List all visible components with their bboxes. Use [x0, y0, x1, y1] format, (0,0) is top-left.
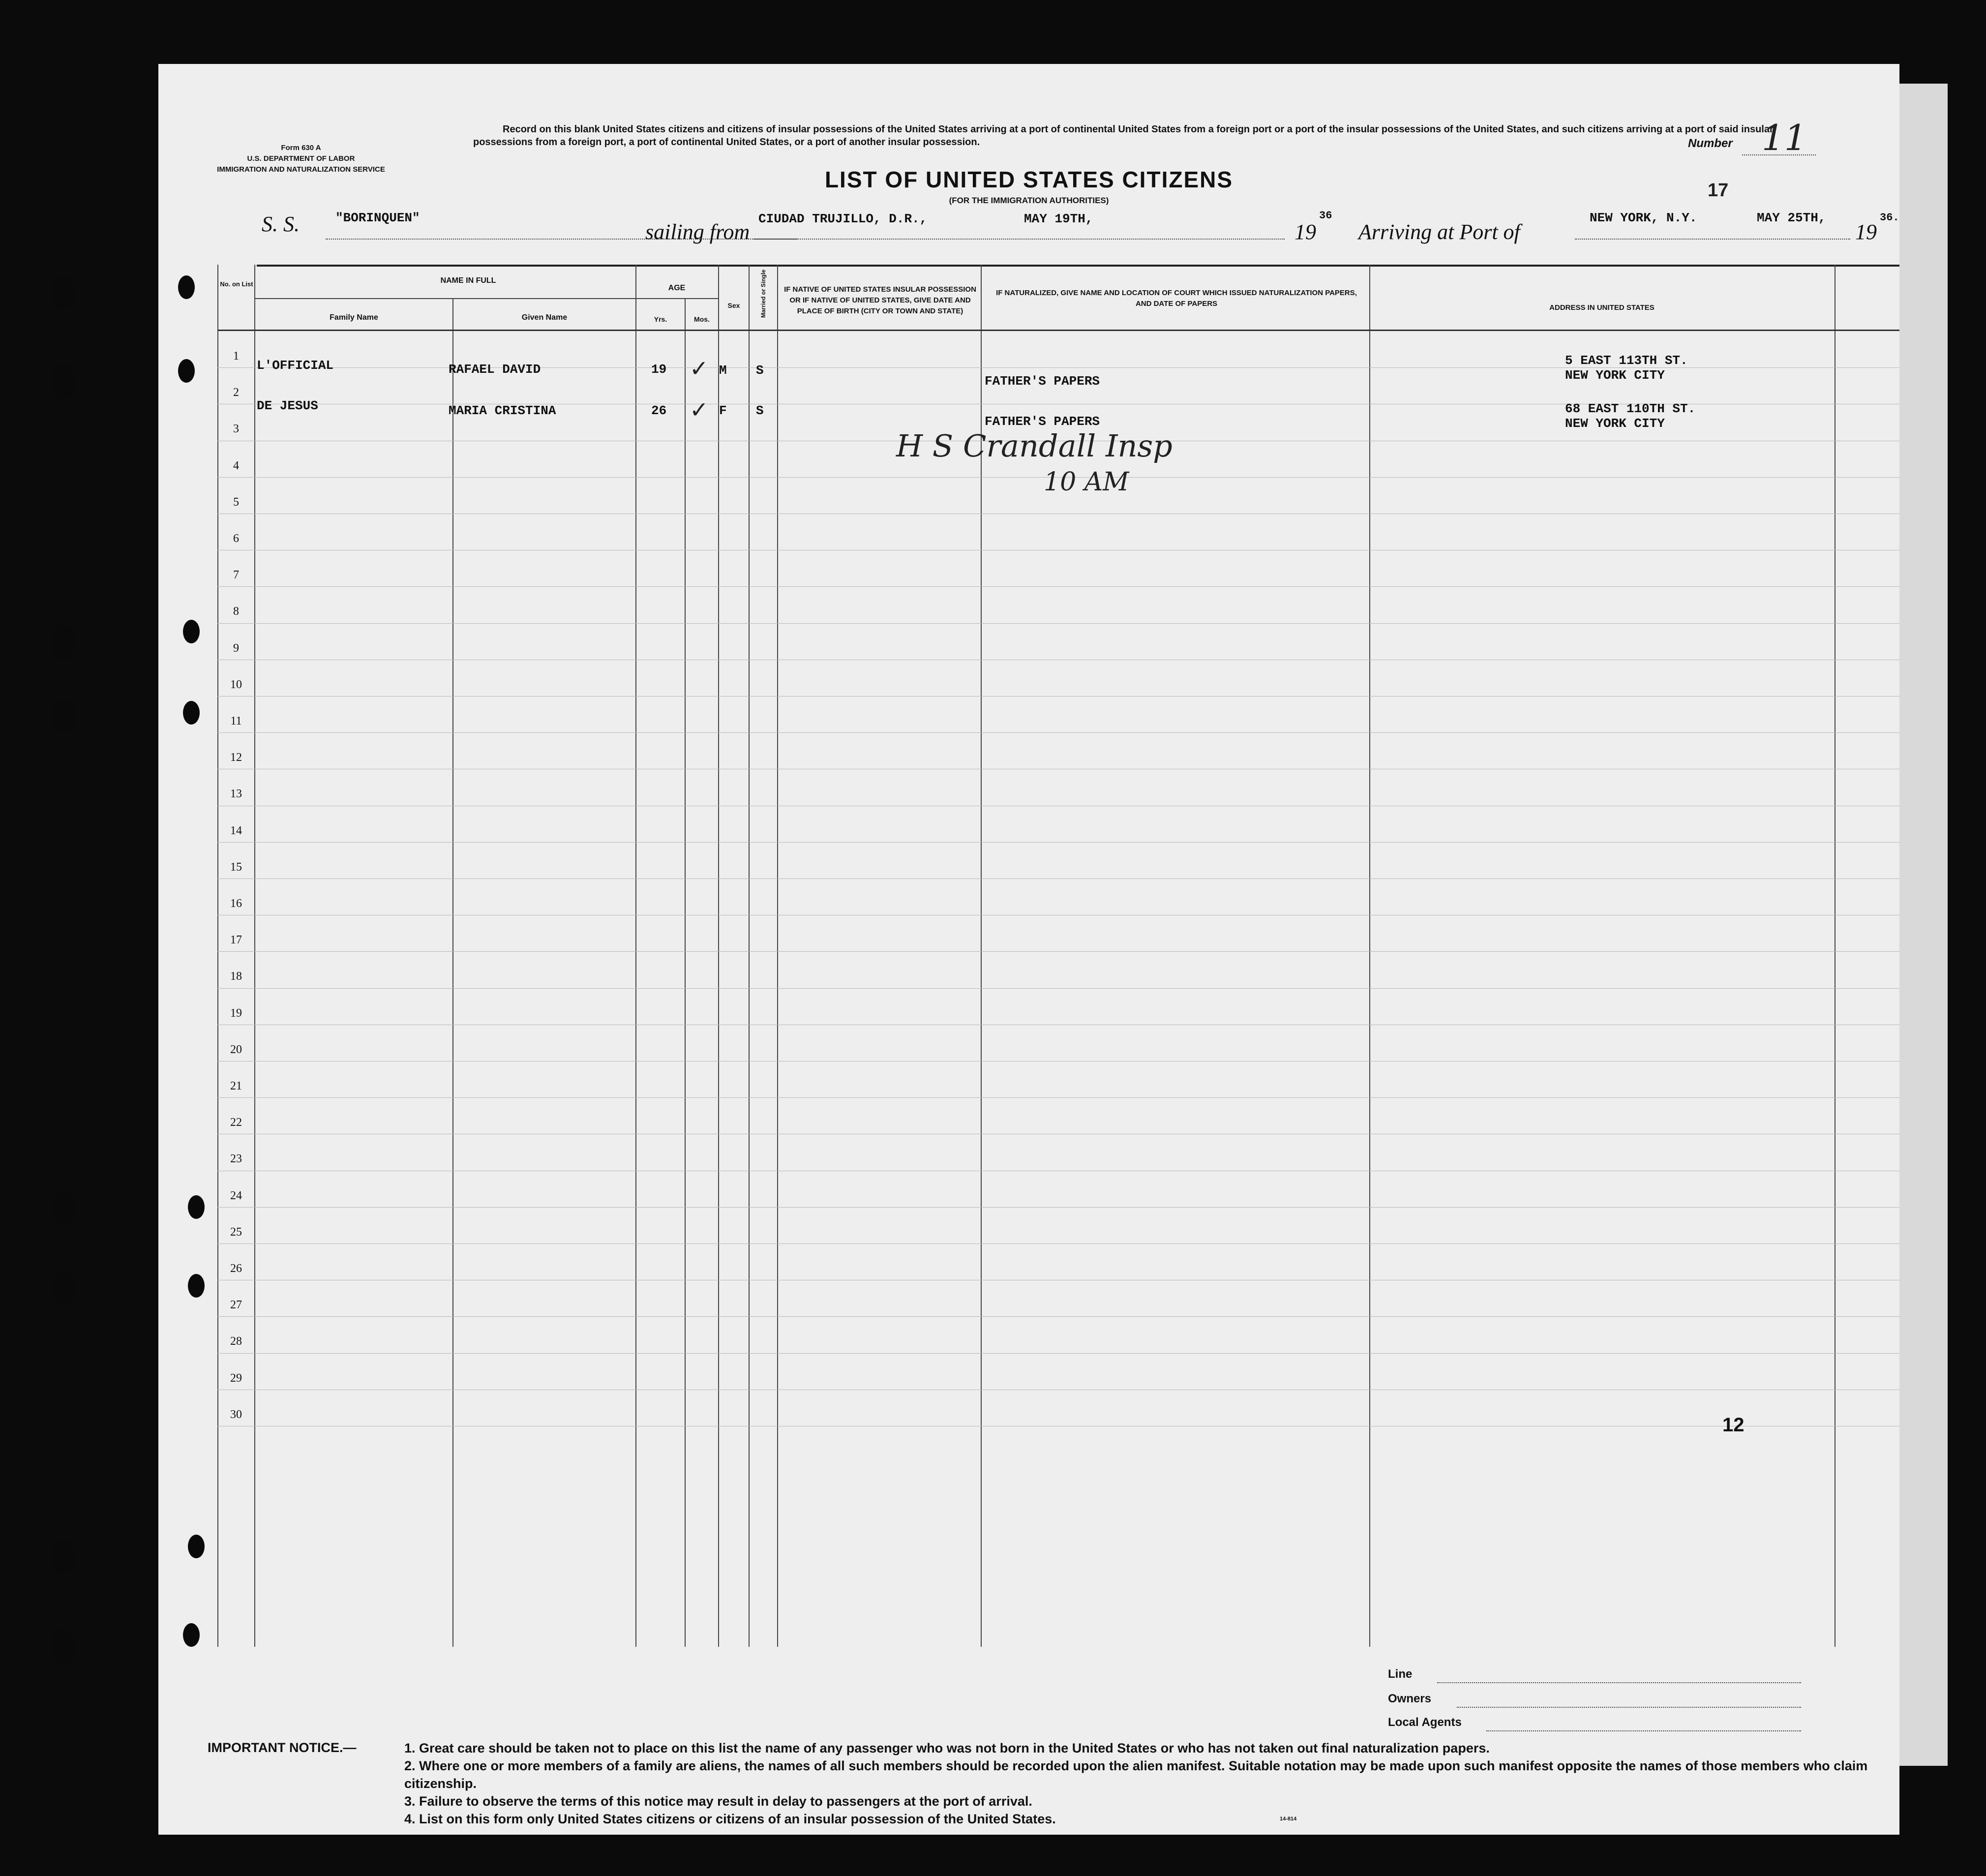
- row-number: 19: [230, 1006, 242, 1020]
- col-divider: [452, 299, 453, 1647]
- age-years: 26: [651, 403, 667, 418]
- row-number: 16: [230, 897, 242, 910]
- age-years: 19: [651, 362, 667, 377]
- punch-hole: [183, 620, 200, 643]
- manifest-page: [158, 64, 1899, 1835]
- inspector-signature: H S Crandall Insp: [896, 428, 1173, 464]
- corner-mark: 12: [1722, 1414, 1745, 1436]
- header-married-single: Married or Single: [760, 269, 767, 318]
- page-mark: 17: [1708, 180, 1729, 201]
- punch-hole: [178, 275, 195, 299]
- col-divider: [1835, 265, 1836, 1647]
- punch-hole: [188, 1535, 205, 1558]
- table-top-border: [257, 265, 1899, 267]
- address-line-2: NEW YORK CITY: [1565, 416, 1665, 431]
- number-value: 11: [1762, 117, 1807, 158]
- row-number: 28: [230, 1335, 242, 1348]
- row-rule: [217, 1097, 1899, 1098]
- punch-hole: [183, 1623, 200, 1647]
- row-number: 10: [230, 678, 242, 691]
- arrival-year-prefix: 19: [1855, 220, 1877, 244]
- row-number: 4: [233, 459, 239, 472]
- row-number: 30: [230, 1408, 242, 1421]
- ss-label: S. S.: [262, 212, 300, 236]
- year-prefix: 19: [1294, 220, 1316, 244]
- col-divider: [254, 265, 255, 1647]
- punch-hole: [188, 1195, 205, 1219]
- binder-hole: [52, 275, 75, 311]
- col-divider: [749, 265, 750, 1647]
- line-label: Line: [1388, 1667, 1413, 1681]
- owners-label: Owners: [1388, 1692, 1432, 1705]
- row-number: 27: [230, 1299, 242, 1312]
- form-number: Form 630 A: [281, 144, 321, 152]
- departure-port: CIUDAD TRUJILLO, D.R.,: [758, 212, 928, 226]
- row-number: 15: [230, 860, 242, 874]
- row-number: 7: [233, 569, 239, 582]
- arrival-year: 36.: [1880, 212, 1899, 224]
- header-birth: IF NATIVE OF UNITED STATES INSULAR POSSESSION OR IF NATIVE OF UNITED STATES, GIVE DATE AND PLACE OF BIRTH (CITY OR TOWN AND STATE): [784, 285, 976, 315]
- binder-hole: [52, 698, 75, 734]
- row-rule: [217, 1243, 1899, 1244]
- age-check: ✓: [690, 355, 709, 382]
- header-sex: Sex: [727, 302, 740, 309]
- row-rule: [217, 623, 1899, 624]
- row-number: 21: [230, 1080, 242, 1092]
- sex: M: [719, 363, 727, 378]
- row-number: 1: [233, 350, 239, 363]
- inspector-time-note: 10 AM: [1044, 467, 1129, 497]
- header-naturalized: IF NATURALIZED, GIVE NAME AND LOCATION OF COURT WHICH ISSUED NATURALIZATION PAPERS, AND DATE OF PAPERS: [996, 289, 1357, 308]
- row-number: 13: [230, 787, 242, 801]
- col-divider: [635, 265, 636, 1647]
- header-given-name: Given Name: [521, 313, 568, 322]
- sailing-from-label: sailing from: [645, 220, 750, 244]
- row-number: 25: [230, 1225, 242, 1239]
- row-number: 22: [230, 1116, 242, 1129]
- family-name: DE JESUS: [257, 398, 318, 413]
- header-bottom-border: [217, 330, 1899, 331]
- binder-hole: [52, 364, 75, 399]
- header-age: AGE: [668, 284, 686, 292]
- row-number: 20: [230, 1043, 242, 1056]
- age-check: ✓: [690, 396, 709, 423]
- row-number: 11: [230, 715, 242, 727]
- marital-status: S: [756, 363, 764, 378]
- row-number: 18: [230, 970, 242, 983]
- row-rule: [217, 988, 1899, 989]
- given-name: MARIA CRISTINA: [449, 403, 556, 418]
- row-rule: [217, 1316, 1899, 1317]
- row-number: 3: [233, 423, 239, 436]
- ship-name: "BORINQUEN": [335, 211, 420, 225]
- naturalization: FATHER'S PAPERS: [985, 374, 1100, 389]
- row-number: 14: [230, 824, 242, 837]
- address-line-1: 68 EAST 110TH ST.: [1565, 401, 1696, 416]
- binder-hole: [52, 1190, 75, 1226]
- punch-hole: [178, 359, 195, 383]
- col-divider: [685, 299, 686, 1647]
- department-name: U.S. DEPARTMENT OF LABOR: [247, 154, 355, 163]
- row-number: 9: [233, 641, 239, 655]
- family-name: L'OFFICIAL: [257, 358, 334, 373]
- row-number: 29: [230, 1371, 242, 1385]
- number-label: Number: [1688, 137, 1733, 150]
- marital-status: S: [756, 403, 764, 418]
- intro-instructions: Record on this blank United States citizens and citizens of insular possessions of the United States arriving at a port of continental United States from a foreign port or a port of the insular possessions of the United States, and such citizens arriving at a port of said insular possessions from a foreign port, a port of continental United States, or a port of another insular possession.: [473, 124, 1774, 148]
- notice-2: 2. Where one or more members of a family are aliens, the names of all such members should be recorded upon the alien manifest. Suitable notation may be made upon such manifest opposite the names of those members who claim citizenship.: [404, 1758, 1868, 1791]
- print-code: 14-814: [1280, 1816, 1297, 1822]
- col-divider: [718, 265, 719, 1647]
- sailing-year: 36: [1319, 210, 1332, 222]
- row-number: 12: [230, 751, 242, 764]
- sailing-date: MAY 19TH,: [1024, 212, 1093, 226]
- row-rule: [217, 842, 1899, 843]
- arrival-date: MAY 25TH,: [1757, 211, 1826, 225]
- naturalization: FATHER'S PAPERS: [985, 414, 1100, 429]
- punch-hole: [183, 701, 200, 725]
- header-mos: Mos.: [694, 315, 710, 323]
- col-divider: [981, 265, 982, 1647]
- col-divider: [1369, 265, 1370, 1647]
- notice-4: 4. List on this form only United States citizens or citizens of an insular possession of the United States.: [404, 1812, 1056, 1826]
- col-divider: [217, 265, 218, 1647]
- header-yrs: Yrs.: [654, 315, 667, 323]
- notice-3: 3. Failure to observe the terms of this notice may result in delay to passengers at the port of arrival.: [404, 1794, 1032, 1809]
- binder-hole: [52, 1628, 75, 1664]
- row-number: 17: [230, 934, 242, 947]
- row-number: 8: [233, 605, 239, 618]
- address-line-2: NEW YORK CITY: [1565, 368, 1665, 383]
- row-rule: [217, 878, 1899, 879]
- row-rule: [217, 951, 1899, 952]
- page-title: LIST OF UNITED STATES CITIZENS: [824, 167, 1234, 192]
- arrival-port: NEW YORK, N.Y.: [1590, 211, 1697, 225]
- punch-hole: [188, 1274, 205, 1298]
- row-rule: [217, 732, 1899, 733]
- header-address: ADDRESS IN UNITED STATES: [1549, 303, 1655, 312]
- row-number: 26: [230, 1262, 242, 1275]
- local-agents-label: Local Agents: [1388, 1716, 1462, 1729]
- notice-title: IMPORTANT NOTICE.—: [208, 1740, 357, 1755]
- service-name: IMMIGRATION AND NATURALIZATION SERVICE: [217, 165, 385, 174]
- row-number: 23: [230, 1152, 242, 1166]
- address-line-1: 5 EAST 113TH ST.: [1565, 353, 1688, 368]
- row-rule: [217, 1207, 1899, 1208]
- row-number: 6: [233, 532, 239, 545]
- col-divider: [777, 265, 778, 1647]
- notice-1: 1. Great care should be taken not to place on this list the name of any passenger who was not born in the United States or who has not taken out final naturalization papers.: [404, 1741, 1490, 1755]
- binder-hole: [52, 625, 75, 660]
- row-rule: [217, 1353, 1899, 1354]
- header-no-on-list: No. on List: [220, 280, 253, 288]
- row-number: 5: [233, 495, 239, 509]
- row-number: 24: [230, 1189, 242, 1202]
- number-field: [1688, 117, 1816, 158]
- row-rule: [217, 586, 1899, 587]
- header-name-in-full: NAME IN FULL: [440, 276, 496, 285]
- arriving-label: Arriving at Port of: [1358, 220, 1520, 244]
- given-name: RAFAEL DAVID: [449, 362, 541, 377]
- sex: F: [719, 403, 727, 418]
- header-family-name: Family Name: [330, 313, 378, 322]
- binder-hole: [52, 1540, 75, 1575]
- binder-hole: [52, 1269, 75, 1304]
- page-subtitle: (FOR THE IMMIGRATION AUTHORITIES): [949, 196, 1109, 205]
- row-number: 2: [233, 386, 239, 399]
